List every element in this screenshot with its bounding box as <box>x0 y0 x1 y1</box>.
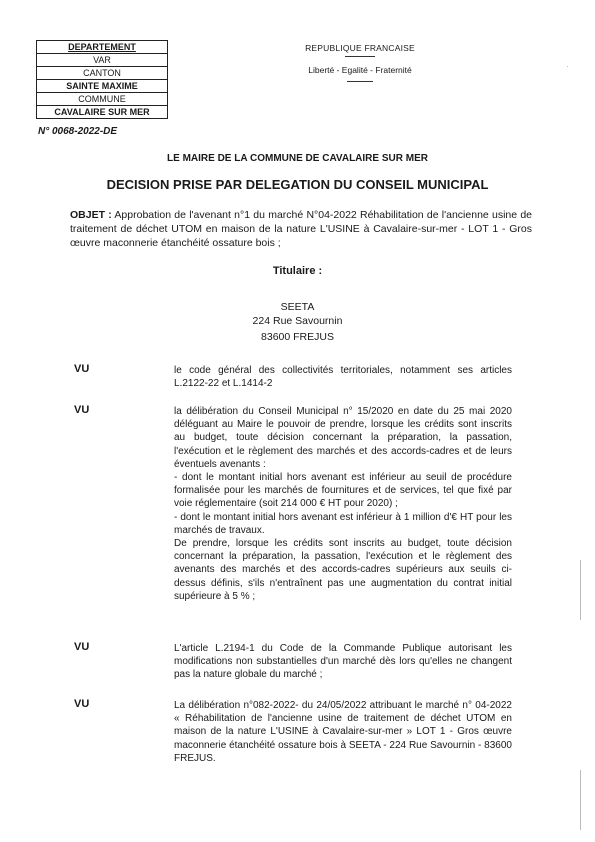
objet-text: Approbation de l'avenant n°1 du marché N°04-2022 Réhabilitation de l'ancienne usine de traitement de déchet UTOM en maison de la nature L'USINE à Cavalaire-sur-mer - LOT 1 - Gros œuvre maconnerie étanchéité ossature bois ; <box>70 209 533 249</box>
mayor-heading: LE MAIRE DE LA COMMUNE DE CAVALAIRE SUR MER <box>167 153 428 164</box>
republic-divider <box>345 56 375 57</box>
titulaire-address <box>0 300 595 328</box>
departement-value: VAR <box>37 54 167 67</box>
considerant-2 <box>174 405 512 603</box>
canton-value: SAINTE MAXIME <box>37 80 167 93</box>
considerant-paragraph: la délibération du Conseil Municipal n° 15/2020 en date du 25 mai 2020 déléguant au Maire le pouvoir de prendre, lorsque les crédits sont inscrits au budget, toute décision concernant la préparation, la passation, l'exécution et le règlement des marchés et des accords-cadres et de leurs éventuels avenants : <box>174 406 512 470</box>
considerant-paragraph: - dont le montant initial hors avenant est inférieur au seuil de procédure formalisée pour les marchés de fournitures et de services, tel que fixé par voie réglementaire (soit 214 000 € HT pour 2020) ; <box>174 472 512 510</box>
republic-title: REPUBLIQUE FRANCAISE <box>305 43 415 53</box>
considerant-paragraph: le code général des collectivités territoriales, notamment ses articles L.2122-22 et L.1414-2 <box>174 365 512 390</box>
republic-motto: Liberté - Egalité - Fraternité <box>308 65 412 75</box>
scan-mark: · <box>566 62 569 71</box>
vu-label: VU <box>74 641 90 653</box>
vu-label: VU <box>74 698 90 710</box>
titulaire-city: 83600 FREJUS <box>261 331 334 343</box>
considerant-paragraph: La délibération n°082-2022- du 24/05/2022 attribuant le marché n° 04-2022 « Réhabilitation de l'ancienne usine de traitement de déchet UTOM en maison de la nature L'USINE à Cavalaire-sur-mer » LOT 1 - Gros œuvre maconnerie étanchéité ossature bois à SEETA - 224 Rue Savournin - 83600 FREJUS. <box>174 700 512 764</box>
vu-label: VU <box>74 404 90 416</box>
decision-reference: N° 0068-2022-DE <box>38 126 118 137</box>
titulaire-name: SEETA <box>280 301 315 313</box>
commune-value: CAVALAIRE SUR MER <box>54 107 150 117</box>
commune-label: COMMUNE <box>37 93 167 106</box>
scan-edge-mark <box>580 770 581 830</box>
motto-divider <box>347 81 373 82</box>
republic-header <box>290 43 430 82</box>
objet-paragraph <box>70 208 532 250</box>
considerant-3 <box>174 642 512 682</box>
scan-edge-mark <box>580 560 581 620</box>
considerant-paragraph: L'article L.2194-1 du Code de la Commande Publique autorisant les modifications non substantielles d'un marché dès lors qu'elles ne changent pas la nature globale du marché ; <box>174 643 512 681</box>
titulaire-street: 224 Rue Savournin <box>252 315 343 327</box>
considerant-paragraph: De prendre, lorsque les crédits sont inscrits au budget, toute décision concernant la préparation, la passation, l'exécution et le règlement des avenants des marchés et des accords-cadres supérieurs aux seuils ci-dessus définis, s'ils n'entraînent pas une augmentation du contrat initial supérieure à 5 % ; <box>174 538 512 602</box>
decision-heading: DECISION PRISE PAR DELEGATION DU CONSEIL MUNICIPAL <box>106 177 489 192</box>
titulaire-label: Titulaire : <box>272 265 323 277</box>
vu-label: VU <box>74 363 90 375</box>
departement-label: DEPARTEMENT <box>37 41 167 54</box>
canton-label: CANTON <box>37 67 167 80</box>
objet-label: OBJET : <box>70 209 112 221</box>
administrative-box <box>36 40 168 119</box>
considerant-4 <box>174 699 512 765</box>
considerant-1 <box>174 364 512 390</box>
considerant-paragraph: - dont le montant initial hors avenant est inférieur à 1 million d'€ HT pour les marchés de travaux. <box>174 511 512 536</box>
